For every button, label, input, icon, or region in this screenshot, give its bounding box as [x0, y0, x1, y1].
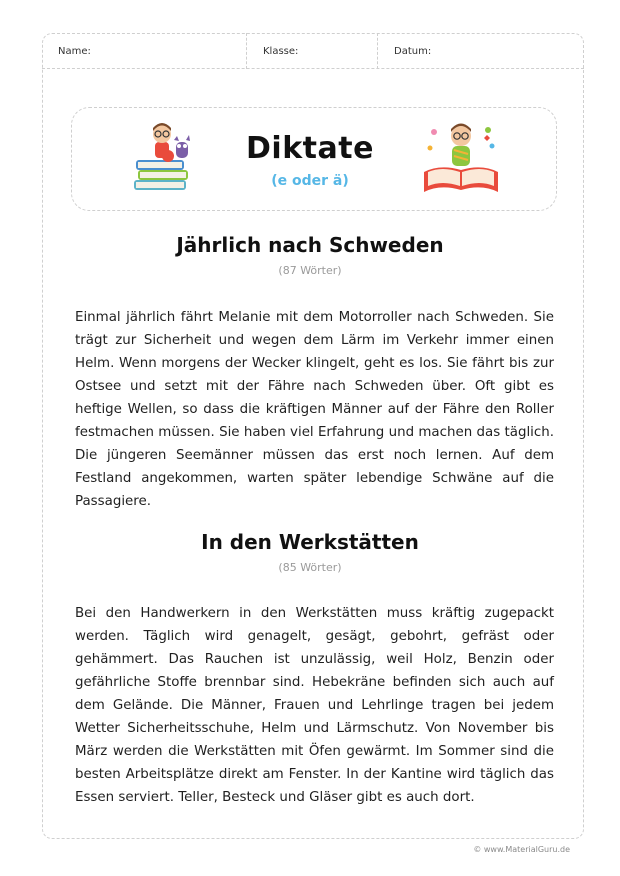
dictation-text-2: Bei den Handwerkern in den Werkstätten muss kräftig zugepackt werden. Täglich wird genagelt, gesägt, gebohrt, gefräst oder gehämmert. Das Rauchen ist unzulässig, weil Holz, Benzin oder gefährliche Stoffe brennbar sind. Hebekräne befinden sich auch auf dem Gelände. Die Männer, Frauen und Lehrlinge tragen bei jedem Wetter Sicherheitsschuhe, Helm und Lärmschutz. Von November bis März werden die Werkstätten mit Öfen gewärmt. Im Sommer sind die besten Arbeitsplätze direkt am Fenster. In der Kantine wird täglich das Essen serviert. Teller, Besteck und Gläser gibt es auch dort. [75, 606, 554, 805]
copyright-footer: © www.MaterialGuru.de [473, 845, 570, 854]
date-label: Datum: [394, 46, 432, 57]
name-label: Name: [58, 46, 91, 57]
class-label: Klasse: [263, 46, 299, 57]
name-field[interactable] [42, 33, 247, 69]
class-field[interactable] [247, 33, 378, 69]
page-subtitle: (e oder ä) [271, 173, 349, 189]
dictation-text-1: Einmal jährlich fährt Melanie mit dem Motorroller nach Schweden. Sie trägt zur Sicherheit und wegen dem Lärm im Verkehr immer einen Helm. Wenn morgens der Wecker klingelt, geht es los. Sie fährt bis zur Ostsee und setzt mit der Fähre nach Schweden über. Oft gibt es heftige Wellen, so dass die kräftigen Männer auf der Fähre den Roller festmachen müssen. Sie haben viel Erfahrung und machen das täglich. Die jüngeren Seemänner müssen das erst noch lernen. Auf dem Festland angekommen, warten später lebendige Schwäne auf die Passagiere. [75, 310, 554, 509]
date-field[interactable] [378, 33, 584, 69]
section-heading-2: In den Werkstätten [201, 530, 419, 554]
page-title: Diktate [246, 131, 374, 166]
word-count-2: (85 Wörter) [278, 561, 342, 574]
section-heading-1: Jährlich nach Schweden [176, 233, 444, 257]
header-fields [42, 33, 584, 69]
word-count-1: (87 Wörter) [278, 264, 342, 277]
